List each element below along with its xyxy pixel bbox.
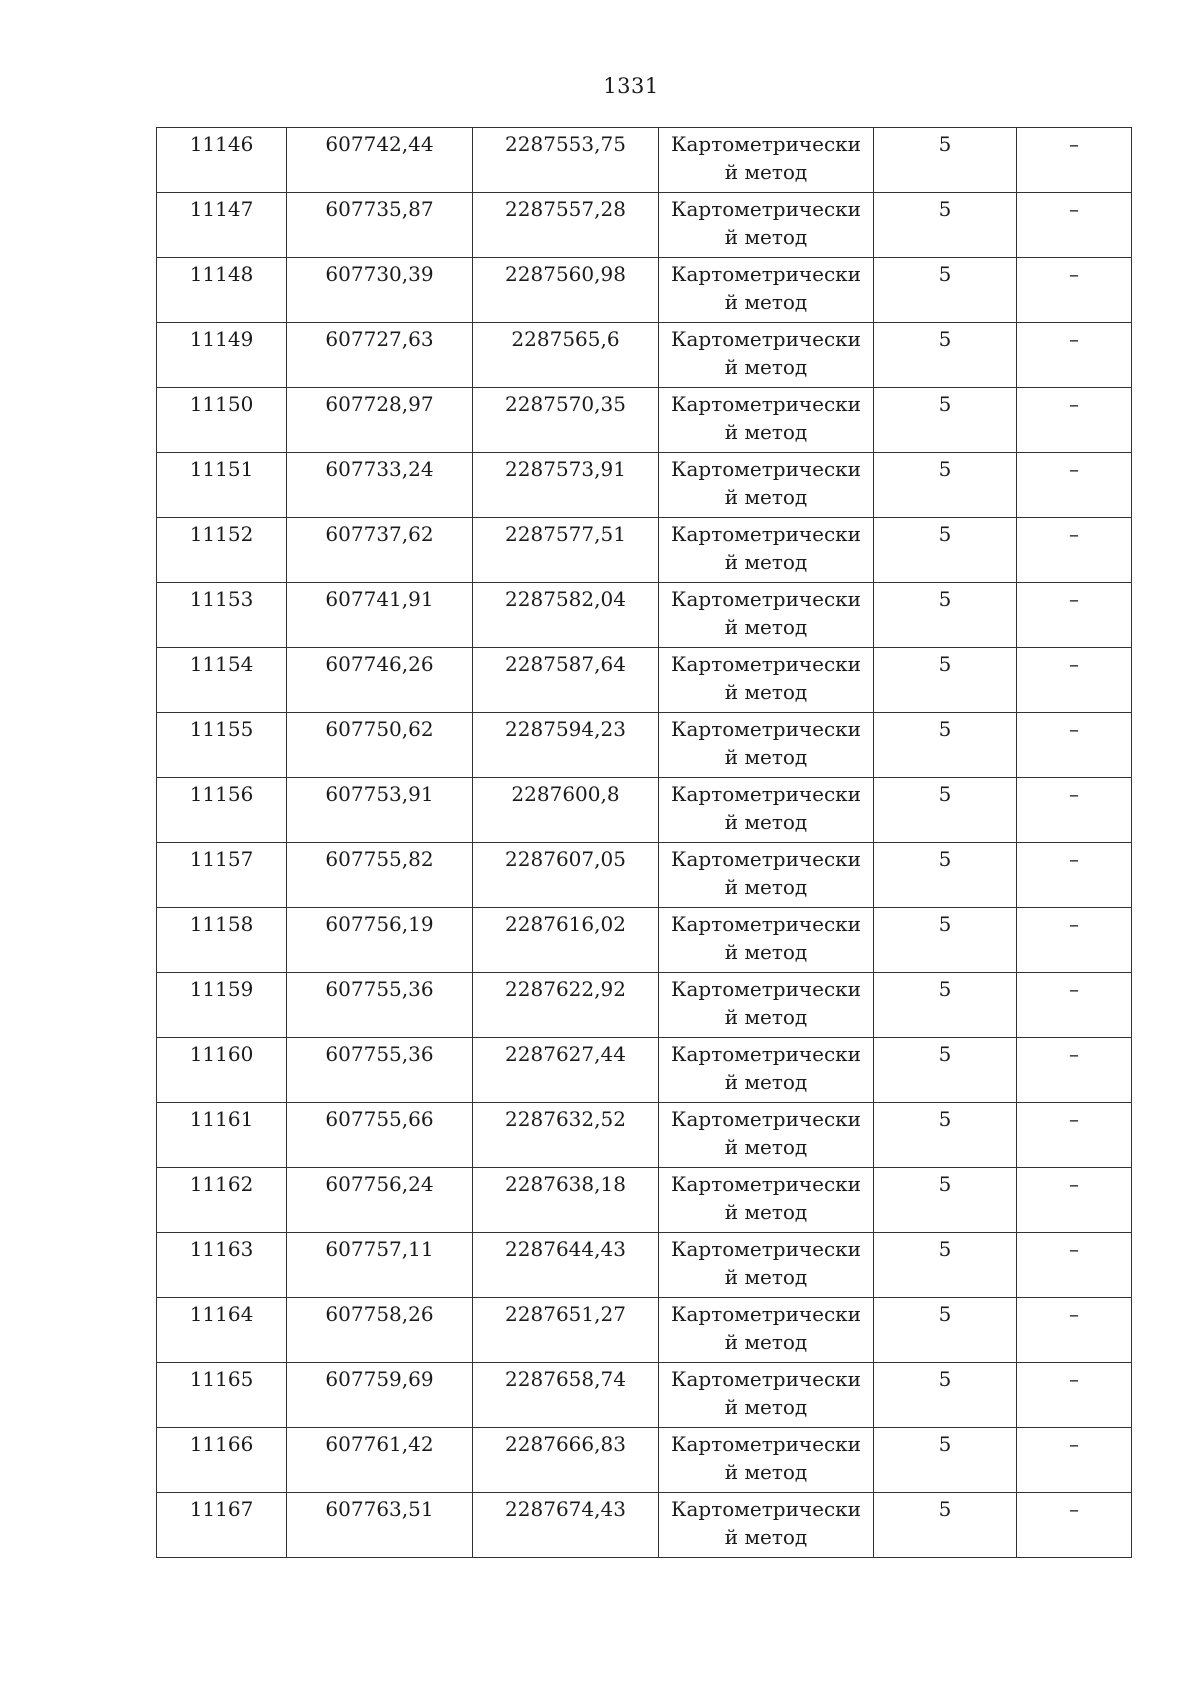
- x-coordinate-cell: 607727,63: [287, 323, 473, 388]
- accuracy-cell: 5: [874, 453, 1017, 518]
- note-cell: –: [1017, 713, 1132, 778]
- note-cell: –: [1017, 1168, 1132, 1233]
- method-text: Картометрически й метод: [671, 327, 861, 379]
- x-coordinate-cell: 607755,82: [287, 843, 473, 908]
- point-id-cell: 11161: [157, 1103, 287, 1168]
- x-coordinate-cell: 607763,51: [287, 1493, 473, 1558]
- table-row: [157, 778, 1132, 843]
- note-cell: –: [1017, 388, 1132, 453]
- page-number: 1331: [603, 74, 659, 98]
- x-coordinate-cell: 607733,24: [287, 453, 473, 518]
- table-row: [157, 973, 1132, 1038]
- x-coordinate-cell: 607746,26: [287, 648, 473, 713]
- note-cell: –: [1017, 1428, 1132, 1493]
- method-cell: [659, 973, 874, 1038]
- table-row: [157, 1493, 1132, 1558]
- x-coordinate-cell: 607737,62: [287, 518, 473, 583]
- accuracy-cell: 5: [874, 193, 1017, 258]
- accuracy-cell: 5: [874, 973, 1017, 1038]
- note-cell: –: [1017, 193, 1132, 258]
- point-id-cell: 11153: [157, 583, 287, 648]
- y-coordinate-cell: 2287674,43: [473, 1493, 659, 1558]
- method-text: Картометрически й метод: [671, 392, 861, 444]
- note-cell: –: [1017, 128, 1132, 193]
- method-text: Картометрически й метод: [671, 262, 861, 314]
- method-cell: [659, 1233, 874, 1298]
- x-coordinate-cell: 607758,26: [287, 1298, 473, 1363]
- accuracy-cell: 5: [874, 843, 1017, 908]
- method-text: Картометрически й метод: [671, 1172, 861, 1224]
- point-id-cell: 11148: [157, 258, 287, 323]
- method-text: Картометрически й метод: [671, 717, 861, 769]
- accuracy-cell: 5: [874, 583, 1017, 648]
- method-cell: [659, 648, 874, 713]
- y-coordinate-cell: 2287553,75: [473, 128, 659, 193]
- note-cell: –: [1017, 1493, 1132, 1558]
- note-cell: –: [1017, 583, 1132, 648]
- accuracy-cell: 5: [874, 908, 1017, 973]
- point-id-cell: 11155: [157, 713, 287, 778]
- accuracy-cell: 5: [874, 323, 1017, 388]
- table-row: [157, 388, 1132, 453]
- table-row: [157, 713, 1132, 778]
- accuracy-cell: 5: [874, 388, 1017, 453]
- x-coordinate-cell: 607753,91: [287, 778, 473, 843]
- table-row: [157, 583, 1132, 648]
- table-row: [157, 258, 1132, 323]
- method-text: Картометрически й метод: [671, 587, 861, 639]
- method-cell: [659, 1428, 874, 1493]
- method-text: Картометрически й метод: [671, 782, 861, 834]
- x-coordinate-cell: 607730,39: [287, 258, 473, 323]
- point-id-cell: 11151: [157, 453, 287, 518]
- method-text: Картометрически й метод: [671, 522, 861, 574]
- method-cell: [659, 1038, 874, 1103]
- method-text: Картометрически й метод: [671, 1367, 861, 1419]
- table-row: [157, 1233, 1132, 1298]
- method-cell: [659, 1363, 874, 1428]
- method-text: Картометрически й метод: [671, 1302, 861, 1354]
- method-cell: [659, 258, 874, 323]
- note-cell: –: [1017, 973, 1132, 1038]
- table-row: [157, 908, 1132, 973]
- method-cell: [659, 1168, 874, 1233]
- method-cell: [659, 583, 874, 648]
- accuracy-cell: 5: [874, 258, 1017, 323]
- table-row: [157, 453, 1132, 518]
- method-text: Картометрически й метод: [671, 1237, 861, 1289]
- y-coordinate-cell: 2287573,91: [473, 453, 659, 518]
- y-coordinate-cell: 2287565,6: [473, 323, 659, 388]
- x-coordinate-cell: 607756,24: [287, 1168, 473, 1233]
- point-id-cell: 11152: [157, 518, 287, 583]
- y-coordinate-cell: 2287594,23: [473, 713, 659, 778]
- note-cell: –: [1017, 778, 1132, 843]
- note-cell: –: [1017, 258, 1132, 323]
- x-coordinate-cell: 607761,42: [287, 1428, 473, 1493]
- method-text: Картометрически й метод: [671, 132, 861, 184]
- note-cell: –: [1017, 908, 1132, 973]
- accuracy-cell: 5: [874, 518, 1017, 583]
- table-row: [157, 1103, 1132, 1168]
- y-coordinate-cell: 2287600,8: [473, 778, 659, 843]
- x-coordinate-cell: 607741,91: [287, 583, 473, 648]
- point-id-cell: 11162: [157, 1168, 287, 1233]
- method-cell: [659, 778, 874, 843]
- coordinates-table: [156, 127, 1132, 1558]
- accuracy-cell: 5: [874, 1038, 1017, 1103]
- point-id-cell: 11166: [157, 1428, 287, 1493]
- table-row: [157, 1363, 1132, 1428]
- accuracy-cell: 5: [874, 1428, 1017, 1493]
- point-id-cell: 11149: [157, 323, 287, 388]
- method-cell: [659, 843, 874, 908]
- y-coordinate-cell: 2287627,44: [473, 1038, 659, 1103]
- point-id-cell: 11158: [157, 908, 287, 973]
- note-cell: –: [1017, 648, 1132, 713]
- x-coordinate-cell: 607755,36: [287, 1038, 473, 1103]
- method-text: Картометрически й метод: [671, 1107, 861, 1159]
- table-row: [157, 1298, 1132, 1363]
- y-coordinate-cell: 2287607,05: [473, 843, 659, 908]
- accuracy-cell: 5: [874, 713, 1017, 778]
- method-cell: [659, 128, 874, 193]
- point-id-cell: 11163: [157, 1233, 287, 1298]
- accuracy-cell: 5: [874, 1168, 1017, 1233]
- method-cell: [659, 388, 874, 453]
- method-cell: [659, 1298, 874, 1363]
- x-coordinate-cell: 607750,62: [287, 713, 473, 778]
- y-coordinate-cell: 2287616,02: [473, 908, 659, 973]
- method-cell: [659, 193, 874, 258]
- note-cell: –: [1017, 1298, 1132, 1363]
- method-text: Картометрически й метод: [671, 1497, 861, 1549]
- accuracy-cell: 5: [874, 778, 1017, 843]
- y-coordinate-cell: 2287651,27: [473, 1298, 659, 1363]
- y-coordinate-cell: 2287644,43: [473, 1233, 659, 1298]
- note-cell: –: [1017, 518, 1132, 583]
- method-cell: [659, 1493, 874, 1558]
- y-coordinate-cell: 2287582,04: [473, 583, 659, 648]
- point-id-cell: 11146: [157, 128, 287, 193]
- accuracy-cell: 5: [874, 128, 1017, 193]
- accuracy-cell: 5: [874, 1233, 1017, 1298]
- method-cell: [659, 323, 874, 388]
- y-coordinate-cell: 2287557,28: [473, 193, 659, 258]
- accuracy-cell: 5: [874, 648, 1017, 713]
- note-cell: –: [1017, 323, 1132, 388]
- table-row: [157, 323, 1132, 388]
- table-row: [157, 1168, 1132, 1233]
- point-id-cell: 11150: [157, 388, 287, 453]
- point-id-cell: 11160: [157, 1038, 287, 1103]
- method-text: Картометрически й метод: [671, 1042, 861, 1094]
- method-text: Картометрически й метод: [671, 457, 861, 509]
- method-text: Картометрически й метод: [671, 197, 861, 249]
- x-coordinate-cell: 607757,11: [287, 1233, 473, 1298]
- accuracy-cell: 5: [874, 1363, 1017, 1428]
- point-id-cell: 11164: [157, 1298, 287, 1363]
- point-id-cell: 11165: [157, 1363, 287, 1428]
- table-row: [157, 128, 1132, 193]
- y-coordinate-cell: 2287632,52: [473, 1103, 659, 1168]
- point-id-cell: 11147: [157, 193, 287, 258]
- x-coordinate-cell: 607742,44: [287, 128, 473, 193]
- method-text: Картометрически й метод: [671, 912, 861, 964]
- method-cell: [659, 1103, 874, 1168]
- point-id-cell: 11154: [157, 648, 287, 713]
- table-row: [157, 1038, 1132, 1103]
- method-cell: [659, 518, 874, 583]
- method-text: Картометрически й метод: [671, 1432, 861, 1484]
- y-coordinate-cell: 2287570,35: [473, 388, 659, 453]
- method-cell: [659, 713, 874, 778]
- x-coordinate-cell: 607728,97: [287, 388, 473, 453]
- point-id-cell: 11167: [157, 1493, 287, 1558]
- accuracy-cell: 5: [874, 1298, 1017, 1363]
- note-cell: –: [1017, 1103, 1132, 1168]
- y-coordinate-cell: 2287666,83: [473, 1428, 659, 1493]
- y-coordinate-cell: 2287587,64: [473, 648, 659, 713]
- table-row: [157, 518, 1132, 583]
- note-cell: –: [1017, 1363, 1132, 1428]
- x-coordinate-cell: 607755,66: [287, 1103, 473, 1168]
- coordinates-table-body: [157, 128, 1132, 1558]
- accuracy-cell: 5: [874, 1103, 1017, 1168]
- method-cell: [659, 453, 874, 518]
- method-text: Картометрически й метод: [671, 847, 861, 899]
- note-cell: –: [1017, 1233, 1132, 1298]
- method-text: Картометрически й метод: [671, 652, 861, 704]
- note-cell: –: [1017, 1038, 1132, 1103]
- x-coordinate-cell: 607735,87: [287, 193, 473, 258]
- method-cell: [659, 908, 874, 973]
- y-coordinate-cell: 2287622,92: [473, 973, 659, 1038]
- y-coordinate-cell: 2287560,98: [473, 258, 659, 323]
- table-row: [157, 1428, 1132, 1493]
- table-row: [157, 193, 1132, 258]
- point-id-cell: 11156: [157, 778, 287, 843]
- note-cell: –: [1017, 843, 1132, 908]
- y-coordinate-cell: 2287638,18: [473, 1168, 659, 1233]
- x-coordinate-cell: 607755,36: [287, 973, 473, 1038]
- y-coordinate-cell: 2287577,51: [473, 518, 659, 583]
- table-row: [157, 843, 1132, 908]
- accuracy-cell: 5: [874, 1493, 1017, 1558]
- method-text: Картометрически й метод: [671, 977, 861, 1029]
- point-id-cell: 11157: [157, 843, 287, 908]
- y-coordinate-cell: 2287658,74: [473, 1363, 659, 1428]
- table-row: [157, 648, 1132, 713]
- point-id-cell: 11159: [157, 973, 287, 1038]
- x-coordinate-cell: 607756,19: [287, 908, 473, 973]
- x-coordinate-cell: 607759,69: [287, 1363, 473, 1428]
- note-cell: –: [1017, 453, 1132, 518]
